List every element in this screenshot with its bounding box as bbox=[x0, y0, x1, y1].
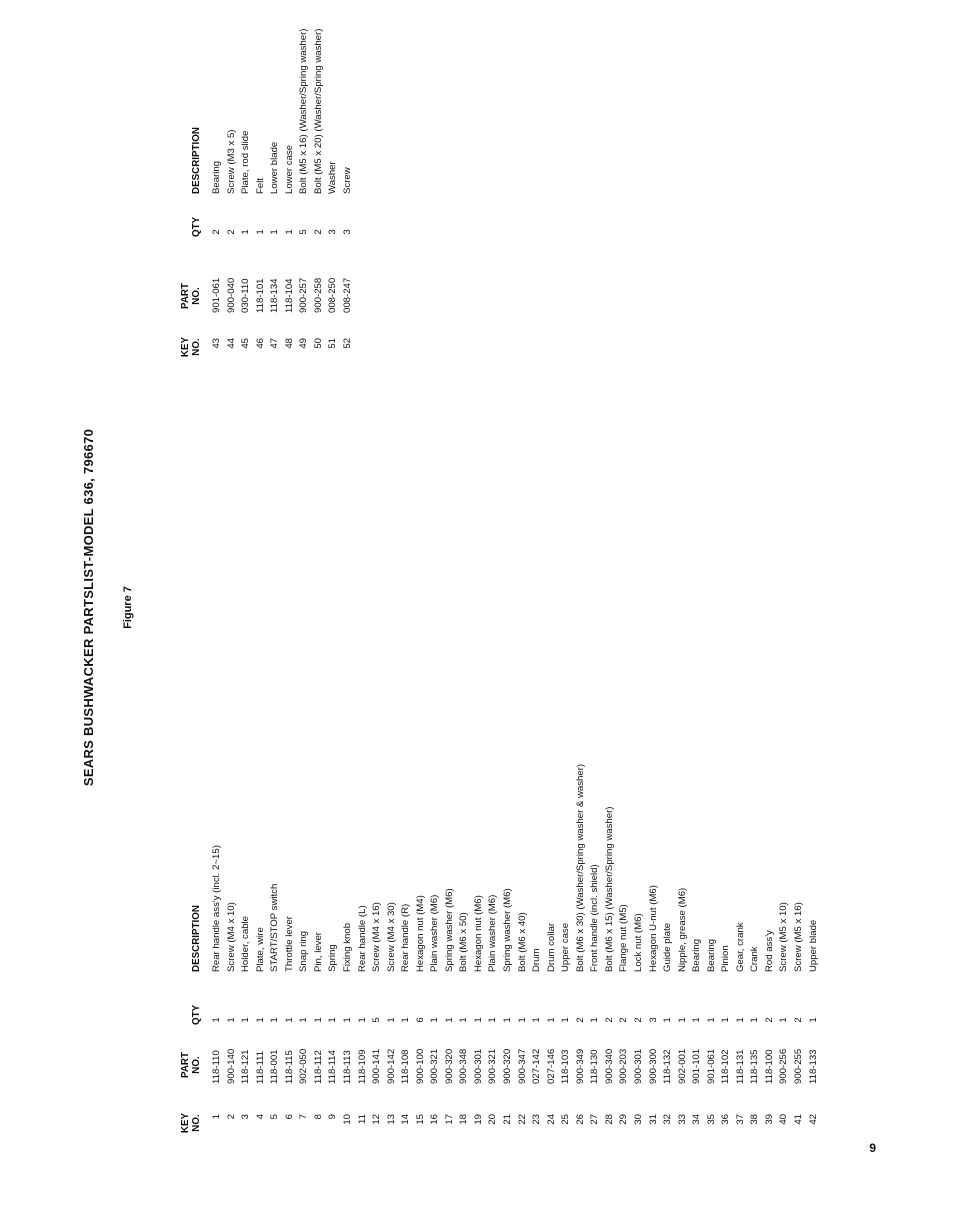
description-cell: Rear handle (R) bbox=[400, 903, 412, 972]
part-number-cell: 900-256 bbox=[778, 1048, 790, 1084]
key-cell: 21 bbox=[502, 1114, 513, 1125]
part-number-cell: 902-001 bbox=[676, 1048, 688, 1084]
qty-cell: 1 bbox=[254, 1017, 266, 1023]
header-qty: QTY bbox=[191, 1004, 202, 1025]
part-number-cell: 118-133 bbox=[807, 1049, 819, 1084]
key-cell: 48 bbox=[283, 338, 295, 349]
part-number-cell: 008-250 bbox=[327, 277, 339, 313]
key-cell: 26 bbox=[574, 1114, 586, 1125]
description-cell: Bearing bbox=[705, 938, 717, 972]
key-cell: 18 bbox=[458, 1114, 470, 1125]
header-key-line1: KEY bbox=[180, 336, 191, 358]
header-qty: QTY bbox=[191, 216, 202, 237]
key-cell: 19 bbox=[472, 1114, 484, 1125]
description-cell: Lower case bbox=[283, 144, 295, 194]
key-cell: 6 bbox=[283, 1114, 295, 1120]
qty-cell: 1 bbox=[749, 1017, 761, 1023]
qty-cell: 1 bbox=[516, 1017, 528, 1023]
part-number-cell: 118-109 bbox=[356, 1049, 368, 1084]
qty-cell: 3 bbox=[327, 229, 339, 235]
part-number-cell: 900-142 bbox=[385, 1048, 397, 1084]
description-cell: Lower blade bbox=[269, 141, 281, 194]
description-cell: Screw (M4 x 16) bbox=[371, 902, 383, 972]
key-cell: 13 bbox=[385, 1114, 397, 1125]
header-key-line1: KEY bbox=[180, 1112, 191, 1134]
key-cell: 20 bbox=[487, 1114, 499, 1125]
part-number-cell: 900-040 bbox=[225, 277, 237, 313]
description-cell: Drum bbox=[531, 948, 543, 972]
qty-cell: 1 bbox=[676, 1017, 688, 1023]
header-part bbox=[180, 279, 202, 313]
part-number-cell: 118-131 bbox=[734, 1049, 746, 1084]
qty-cell: 1 bbox=[705, 1017, 717, 1023]
description-cell: Screw bbox=[341, 167, 353, 194]
part-number-cell: 030-110 bbox=[240, 278, 252, 313]
part-number-cell: 900-141 bbox=[371, 1048, 383, 1084]
key-cell: 37 bbox=[734, 1114, 746, 1125]
part-number-cell: 900-255 bbox=[793, 1048, 804, 1084]
part-number-cell: 900-301 bbox=[632, 1048, 644, 1084]
qty-cell: 1 bbox=[472, 1017, 484, 1023]
key-cell: 44 bbox=[225, 338, 237, 349]
key-cell: 10 bbox=[341, 1114, 353, 1125]
part-number-cell: 900-321 bbox=[429, 1048, 441, 1084]
description-cell: Upper blade bbox=[807, 919, 819, 972]
qty-cell: 1 bbox=[429, 1017, 441, 1023]
qty-cell: 2 bbox=[211, 229, 222, 235]
key-cell: 29 bbox=[618, 1114, 630, 1125]
description-cell: Front handle (incl. shield) bbox=[589, 864, 601, 972]
header-key bbox=[180, 336, 202, 358]
description-cell: Rear handle (L) bbox=[356, 905, 368, 972]
key-cell: 40 bbox=[778, 1114, 790, 1125]
qty-cell: 1 bbox=[356, 1017, 368, 1023]
qty-cell: 1 bbox=[225, 1017, 237, 1023]
key-cell: 49 bbox=[298, 338, 310, 349]
description-cell: Bolt (M6 x 40) bbox=[516, 912, 528, 972]
key-cell: 8 bbox=[312, 1114, 324, 1120]
description-cell: Bolt (M6 x 30) (Washer/Spring washer & washer) bbox=[574, 763, 586, 972]
part-number-cell: 118-104 bbox=[283, 278, 295, 313]
qty-cell: 1 bbox=[691, 1017, 703, 1023]
description-cell: Plate, rod slide bbox=[240, 130, 252, 194]
key-cell: 14 bbox=[400, 1114, 412, 1125]
header-part-line2: NO. bbox=[191, 287, 202, 305]
description-cell: Washer bbox=[327, 161, 339, 194]
part-number-cell: 901-061 bbox=[211, 277, 222, 313]
qty-cell: 1 bbox=[269, 229, 281, 235]
qty-cell: 1 bbox=[531, 1017, 543, 1023]
description-cell: Bolt (M6 x 15) (Washer/Spring washer) bbox=[603, 806, 615, 972]
qty-cell: 1 bbox=[312, 1017, 324, 1023]
qty-cell: 2 bbox=[618, 1017, 630, 1023]
description-cell: Guide plate bbox=[662, 922, 674, 972]
part-number-cell: 118-115 bbox=[283, 1050, 295, 1084]
qty-cell: 1 bbox=[589, 1017, 601, 1023]
key-cell: 9 bbox=[327, 1114, 339, 1120]
figure-label: Figure 7 bbox=[122, 586, 134, 629]
part-number-cell: 118-114 bbox=[327, 1050, 339, 1084]
description-cell: Screw (M5 x 16) bbox=[793, 902, 804, 972]
part-number-cell: 118-001 bbox=[269, 1049, 281, 1084]
key-cell: 41 bbox=[793, 1114, 804, 1125]
description-cell: Holder, cable bbox=[240, 916, 252, 972]
description-cell: Snap ring bbox=[298, 930, 310, 972]
key-cell: 12 bbox=[371, 1114, 383, 1125]
description-cell: Gear, crank bbox=[734, 922, 746, 972]
description-cell: Spring bbox=[327, 944, 339, 972]
part-number-cell: 118-110 bbox=[211, 1050, 222, 1084]
part-number-cell: 902-050 bbox=[298, 1048, 310, 1084]
key-cell: 34 bbox=[691, 1114, 703, 1125]
description-cell: START/STOP switch bbox=[269, 883, 281, 972]
description-cell: Plate, wire bbox=[254, 927, 266, 972]
qty-cell: 2 bbox=[312, 229, 324, 235]
description-cell: Plain washer (M6) bbox=[429, 894, 441, 972]
qty-cell: 1 bbox=[385, 1017, 397, 1023]
description-cell: Spring washer (M6) bbox=[443, 888, 455, 972]
description-cell: Throttle lever bbox=[283, 916, 295, 972]
part-number-cell: 900-300 bbox=[647, 1048, 659, 1084]
key-cell: 36 bbox=[720, 1114, 732, 1125]
header-key bbox=[180, 1112, 202, 1134]
key-cell: 22 bbox=[516, 1114, 528, 1125]
key-cell: 3 bbox=[240, 1114, 252, 1120]
qty-cell: 1 bbox=[502, 1017, 513, 1023]
description-cell: Spring washer (M6) bbox=[502, 888, 513, 972]
part-number-cell: 900-140 bbox=[225, 1048, 237, 1084]
qty-cell: 1 bbox=[240, 1017, 252, 1023]
part-number-cell: 900-301 bbox=[472, 1048, 484, 1084]
key-cell: 47 bbox=[269, 338, 281, 349]
description-cell: Rod ass'y bbox=[763, 930, 775, 972]
part-number-cell: 118-135 bbox=[749, 1049, 761, 1084]
qty-cell: 2 bbox=[763, 1017, 775, 1023]
header-part-line2: NO. bbox=[191, 1056, 202, 1074]
key-cell: 35 bbox=[705, 1114, 717, 1125]
qty-cell: 1 bbox=[400, 1017, 412, 1023]
qty-cell: 1 bbox=[254, 229, 266, 235]
key-cell: 27 bbox=[589, 1114, 601, 1125]
description-cell: Rear handle ass'y (incl. 2~15) bbox=[211, 845, 222, 972]
part-number-cell: 118-134 bbox=[269, 278, 281, 313]
qty-cell: 6 bbox=[414, 1017, 426, 1023]
part-number-cell: 900-320 bbox=[502, 1048, 513, 1084]
part-number-cell: 118-132 bbox=[662, 1049, 674, 1084]
parts-table-right bbox=[180, 28, 480, 358]
part-number-cell: 900-347 bbox=[516, 1048, 528, 1084]
description-cell: Bearing bbox=[211, 160, 222, 194]
description-cell: Drum collar bbox=[545, 922, 557, 972]
key-cell: 46 bbox=[254, 338, 266, 349]
page-title: SEARS BUSHWACKER PARTSLIST-MODEL 636, 796670 bbox=[81, 428, 96, 787]
header-part-line1: PART bbox=[180, 283, 191, 309]
description-cell: Hexagon nut (M4) bbox=[414, 895, 426, 972]
key-cell: 43 bbox=[211, 338, 222, 349]
qty-cell: 2 bbox=[225, 229, 237, 235]
header-description: DESCRIPTION bbox=[191, 905, 202, 972]
qty-cell: 3 bbox=[341, 229, 353, 235]
key-cell: 1 bbox=[211, 1114, 222, 1120]
part-number-cell: 900-320 bbox=[443, 1048, 455, 1084]
description-cell: Screw (M4 x 10) bbox=[225, 902, 237, 972]
description-cell: Pin, lever bbox=[312, 932, 324, 972]
description-cell: Plain washer (M6) bbox=[487, 894, 499, 972]
part-number-cell: 118-101 bbox=[254, 278, 266, 313]
qty-cell: 2 bbox=[793, 1017, 804, 1023]
qty-cell: 1 bbox=[560, 1017, 572, 1023]
key-cell: 17 bbox=[443, 1114, 455, 1125]
qty-cell: 1 bbox=[458, 1017, 470, 1023]
description-cell: Screw (M3 x 5) bbox=[225, 129, 237, 194]
qty-cell: 1 bbox=[443, 1017, 455, 1023]
part-number-cell: 900-100 bbox=[414, 1048, 426, 1084]
key-cell: 31 bbox=[647, 1114, 659, 1125]
qty-cell: 1 bbox=[240, 229, 252, 235]
key-cell: 15 bbox=[414, 1114, 426, 1125]
parts-table-left bbox=[180, 574, 920, 1134]
part-number-cell: 027-146 bbox=[545, 1048, 557, 1084]
qty-cell: 5 bbox=[298, 229, 310, 235]
part-number-cell: 118-112 bbox=[312, 1050, 324, 1084]
qty-cell: 1 bbox=[283, 1017, 295, 1023]
qty-cell: 1 bbox=[211, 1017, 222, 1023]
qty-cell: 2 bbox=[632, 1017, 644, 1023]
description-cell: Screw (M5 x 10) bbox=[778, 902, 790, 972]
key-cell: 32 bbox=[662, 1114, 674, 1125]
qty-cell: 1 bbox=[545, 1017, 557, 1023]
description-cell: Upper case bbox=[560, 922, 572, 972]
part-number-cell: 118-121 bbox=[240, 1049, 252, 1084]
part-number-cell: 900-349 bbox=[574, 1048, 586, 1084]
key-cell: 42 bbox=[807, 1114, 819, 1125]
key-cell: 23 bbox=[531, 1114, 543, 1125]
qty-cell: 1 bbox=[734, 1017, 746, 1023]
description-cell: Fixing knob bbox=[341, 922, 353, 972]
qty-cell: 2 bbox=[603, 1017, 615, 1023]
qty-cell: 1 bbox=[662, 1017, 674, 1023]
qty-cell: 2 bbox=[574, 1017, 586, 1023]
qty-cell: 5 bbox=[371, 1017, 383, 1023]
part-number-cell: 900-258 bbox=[312, 277, 324, 313]
key-cell: 24 bbox=[545, 1114, 557, 1125]
part-number-cell: 900-203 bbox=[618, 1048, 630, 1084]
part-number-cell: 118-103 bbox=[560, 1049, 572, 1084]
key-cell: 50 bbox=[312, 338, 324, 349]
qty-cell: 1 bbox=[298, 1017, 310, 1023]
key-cell: 33 bbox=[676, 1114, 688, 1125]
qty-cell: 1 bbox=[269, 1017, 281, 1023]
description-cell: Bolt (M5 x 16) (Washer/Spring washer) bbox=[298, 28, 310, 194]
key-cell: 7 bbox=[298, 1114, 310, 1120]
description-cell: Hexagon nut (M6) bbox=[472, 895, 484, 972]
key-cell: 16 bbox=[429, 1114, 441, 1125]
header-part bbox=[180, 1048, 202, 1082]
qty-cell: 1 bbox=[283, 229, 295, 235]
part-number-cell: 901-061 bbox=[705, 1048, 717, 1084]
key-cell: 38 bbox=[749, 1114, 761, 1125]
qty-cell: 1 bbox=[778, 1017, 790, 1023]
description-cell: Bolt (M5 x 20) (Washer/Spring washer) bbox=[312, 28, 324, 194]
key-cell: 2 bbox=[225, 1114, 237, 1120]
key-cell: 4 bbox=[254, 1114, 266, 1120]
part-number-cell: 900-348 bbox=[458, 1048, 470, 1084]
part-number-cell: 118-100 bbox=[763, 1049, 775, 1084]
part-number-cell: 008-247 bbox=[341, 277, 353, 313]
description-cell: Flange nut (M5) bbox=[618, 904, 630, 972]
key-cell: 25 bbox=[560, 1114, 572, 1125]
key-cell: 28 bbox=[603, 1114, 615, 1125]
key-cell: 51 bbox=[327, 338, 339, 349]
part-number-cell: 118-111 bbox=[254, 1050, 266, 1084]
key-cell: 30 bbox=[632, 1114, 644, 1125]
key-cell: 45 bbox=[240, 338, 252, 349]
description-cell: Lock nut (M6) bbox=[632, 913, 644, 972]
description-cell: Nipple, grease (M6) bbox=[676, 887, 688, 972]
header-part-line1: PART bbox=[180, 1052, 191, 1078]
key-cell: 52 bbox=[341, 338, 353, 349]
description-cell: Bearing bbox=[691, 938, 703, 972]
description-cell: Hexagon U-nut (M6) bbox=[647, 885, 659, 972]
part-number-cell: 118-113 bbox=[341, 1050, 353, 1084]
header-key-line2: NO. bbox=[191, 338, 202, 356]
qty-cell: 1 bbox=[720, 1017, 732, 1023]
description-cell: Crank bbox=[749, 946, 761, 972]
part-number-cell: 900-340 bbox=[603, 1048, 615, 1084]
part-number-cell: 027-142 bbox=[531, 1048, 543, 1084]
part-number-cell: 900-321 bbox=[487, 1048, 499, 1084]
qty-cell: 1 bbox=[341, 1017, 353, 1023]
part-number-cell: 118-108 bbox=[400, 1049, 412, 1084]
header-key-line2: NO. bbox=[191, 1114, 202, 1132]
key-cell: 11 bbox=[356, 1114, 368, 1124]
description-cell: Screw (M4 x 30) bbox=[385, 902, 397, 972]
part-number-cell: 900-257 bbox=[298, 277, 310, 313]
key-cell: 39 bbox=[763, 1114, 775, 1125]
description-cell: Pinion bbox=[720, 945, 732, 972]
part-number-cell: 118-102 bbox=[720, 1049, 732, 1084]
page-number: 9 bbox=[869, 1141, 876, 1155]
part-number-cell: 901-101 bbox=[691, 1048, 703, 1084]
description-cell: Felt bbox=[254, 178, 266, 194]
part-number-cell: 118-130 bbox=[589, 1049, 601, 1084]
header-description: DESCRIPTION bbox=[191, 127, 202, 194]
qty-cell: 1 bbox=[487, 1017, 499, 1023]
qty-cell: 1 bbox=[327, 1017, 339, 1023]
qty-cell: 1 bbox=[807, 1017, 819, 1023]
qty-cell: 3 bbox=[647, 1017, 659, 1023]
key-cell: 5 bbox=[269, 1114, 281, 1120]
description-cell: Bolt (M6 x 50) bbox=[458, 912, 470, 972]
